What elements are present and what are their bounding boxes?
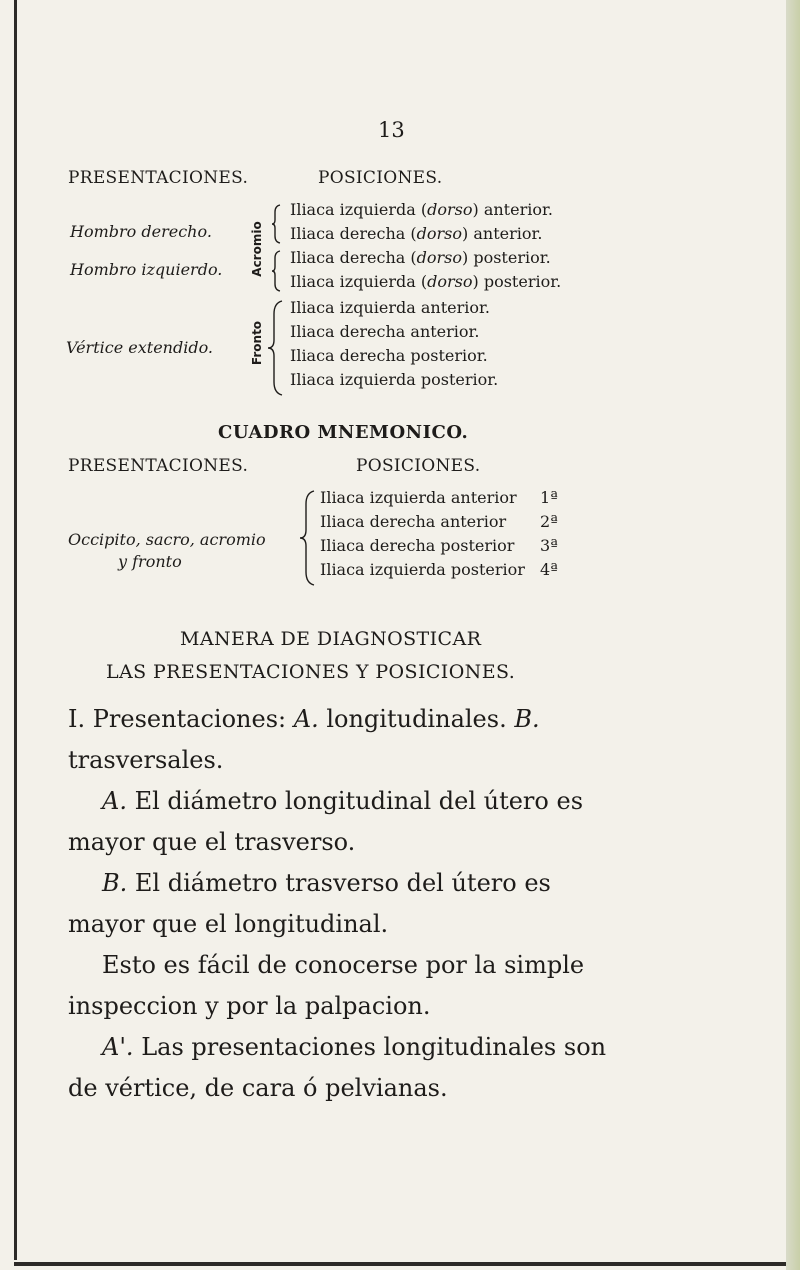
section-title-line-1: MANERA DE DIAGNOSTICAR bbox=[180, 628, 482, 650]
page-right-edge bbox=[786, 0, 800, 1270]
mnemonic-position-3: Iliaca derecha posterior bbox=[320, 536, 515, 555]
acromio-position-1: Iliaca izquierda (dorso) anterior. bbox=[290, 200, 553, 219]
mnemonic-position-2: Iliaca derecha anterior bbox=[320, 512, 507, 531]
mnemonic-title: CUADRO MNEMONICO. bbox=[218, 422, 469, 443]
fronto-position-3: Iliaca derecha posterior. bbox=[290, 346, 488, 365]
paragraph-A-prime-line-1: A'. Las presentaciones longitudinales son bbox=[102, 1033, 607, 1061]
mnemonic-position-4: Iliaca izquierda posterior bbox=[320, 560, 525, 579]
acromio-position-4: Iliaca izquierda (dorso) posterior. bbox=[290, 272, 562, 291]
paragraph-esto-line-2: inspeccion y por la palpacion. bbox=[68, 992, 431, 1020]
mnemonic-number-3: 3ª bbox=[540, 536, 558, 555]
presentation-vertice-extendido: Vértice extendido. bbox=[66, 338, 213, 357]
page-bottom-edge bbox=[14, 1262, 786, 1266]
paragraph-B-line-2: mayor que el longitudinal. bbox=[68, 910, 389, 938]
mnemonic-number-4: 4ª bbox=[540, 560, 558, 579]
table2-header-positions: POSICIONES. bbox=[356, 456, 481, 476]
page-left-edge bbox=[14, 0, 17, 1260]
brace-acromio-top bbox=[272, 204, 282, 244]
acromio-position-2: Iliaca derecha (dorso) anterior. bbox=[290, 224, 543, 243]
table2-presentation-line-2: y fronto bbox=[118, 552, 182, 571]
paragraph-presentaciones-line-1: I. Presentaciones: A. longitudinales. B. bbox=[68, 705, 540, 733]
paragraph-B-line-1: B. El diámetro trasverso del útero es bbox=[102, 869, 551, 897]
paragraph-A-line-2: mayor que el trasverso. bbox=[68, 828, 356, 856]
paragraph-A-prime-line-2: de vértice, de cara ó pelvianas. bbox=[68, 1074, 448, 1102]
page-number: 13 bbox=[378, 118, 405, 142]
paragraph-A-line-1: A. El diámetro longitudinal del útero es bbox=[102, 787, 584, 815]
mnemonic-number-2: 2ª bbox=[540, 512, 558, 531]
presentation-hombro-izquierdo: Hombro izquierdo. bbox=[70, 260, 223, 279]
section-title-line-2: LAS PRESENTACIONES Y POSICIONES. bbox=[106, 661, 516, 683]
acromio-position-3: Iliaca derecha (dorso) posterior. bbox=[290, 248, 551, 267]
fronto-position-1: Iliaca izquierda anterior. bbox=[290, 298, 490, 317]
fronto-position-4: Iliaca izquierda posterior. bbox=[290, 370, 499, 389]
table1-header-positions: POSICIONES. bbox=[318, 168, 443, 188]
presentation-hombro-derecho: Hombro derecho. bbox=[70, 222, 212, 241]
fronto-vertical-label: Fronto bbox=[250, 320, 264, 366]
paragraph-esto-line-1: Esto es fácil de conocerse por la simple bbox=[102, 951, 585, 979]
mnemonic-number-1: 1ª bbox=[540, 488, 558, 507]
brace-mnemonic bbox=[300, 490, 316, 586]
table2-presentation-line-1: Occipito, sacro, acromio bbox=[68, 530, 266, 549]
table1-header-presentations: PRESENTACIONES. bbox=[68, 168, 249, 188]
paragraph-presentaciones-line-2: trasversales. bbox=[68, 746, 224, 774]
acromio-vertical-label: Acromio bbox=[250, 221, 264, 277]
fronto-position-2: Iliaca derecha anterior. bbox=[290, 322, 480, 341]
table2-header-presentations: PRESENTACIONES. bbox=[68, 456, 249, 476]
brace-acromio-bottom bbox=[272, 250, 282, 292]
mnemonic-position-1: Iliaca izquierda anterior bbox=[320, 488, 517, 507]
brace-fronto bbox=[268, 300, 284, 396]
